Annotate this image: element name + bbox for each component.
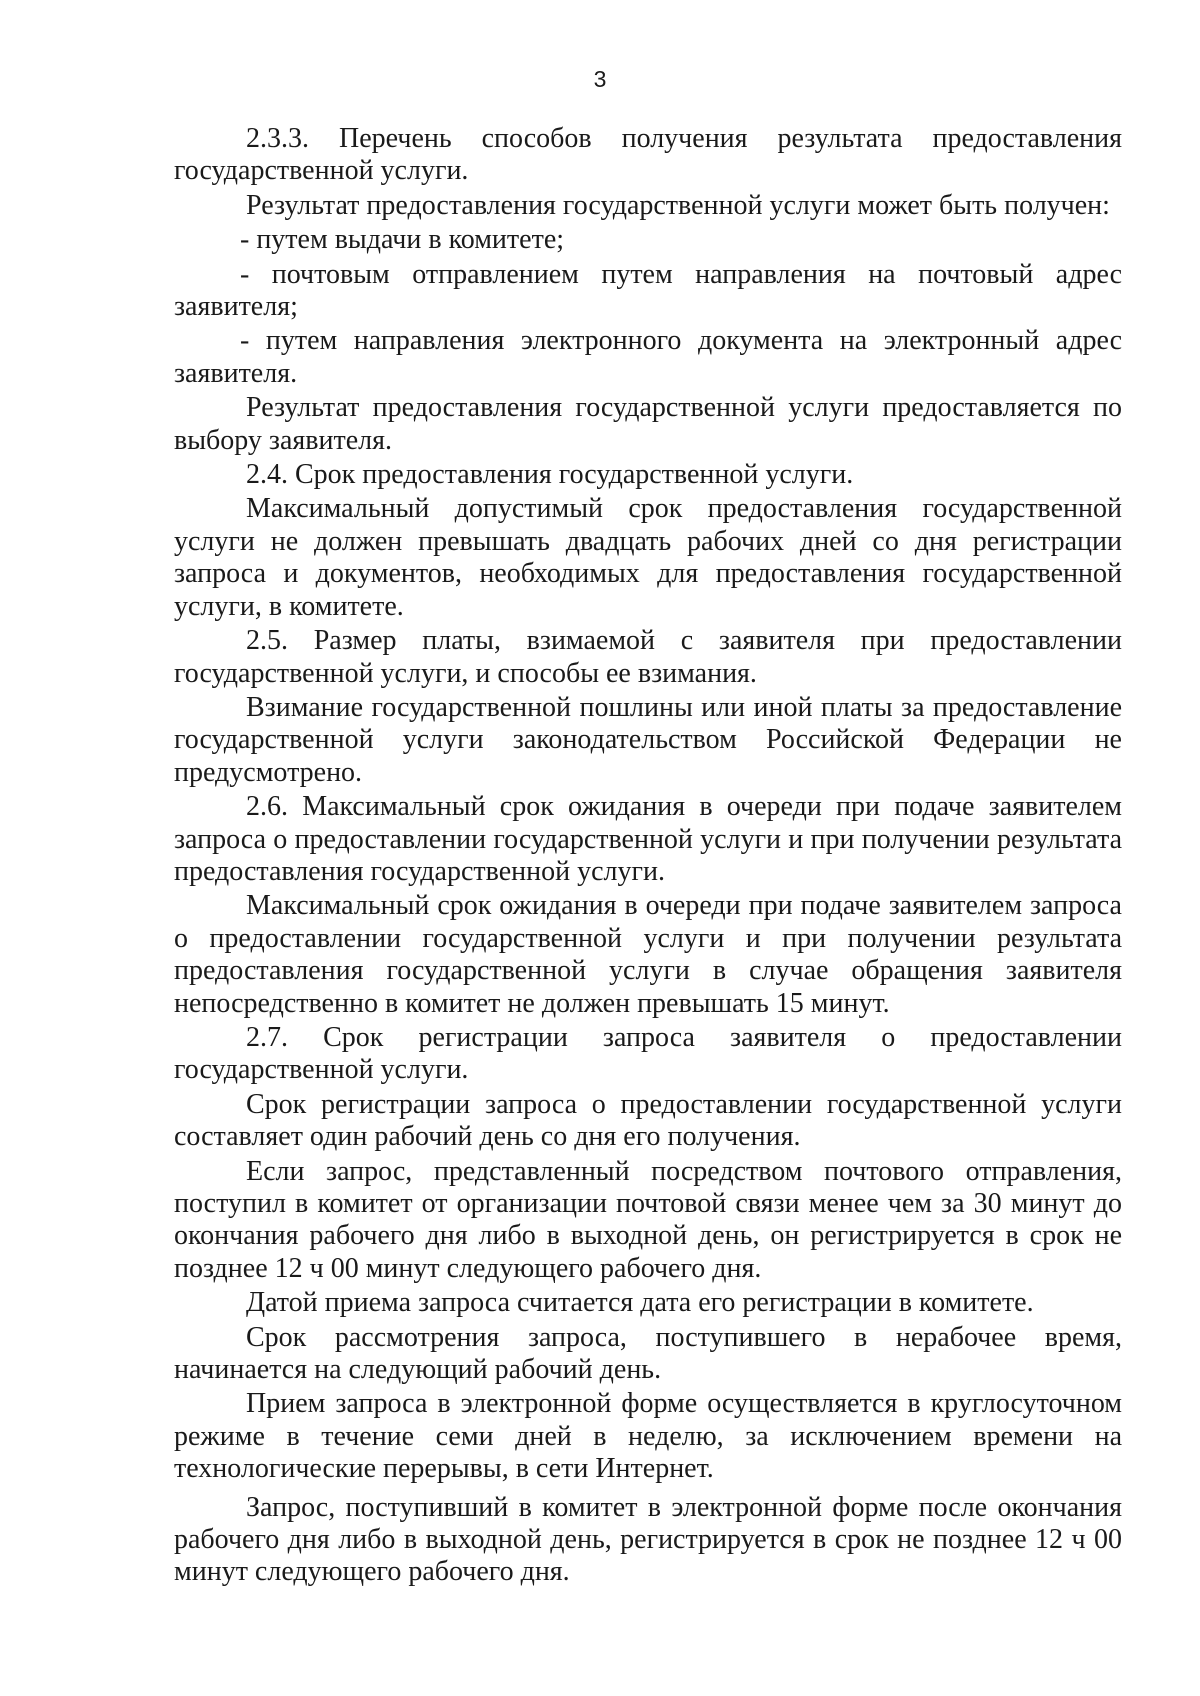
paragraph-2-3-3-heading: 2.3.3. Перечень способов получения результата предоставления государственной услуги. xyxy=(174,123,1122,187)
paragraph-max-term: Максимальный допустимый срок предоставления государственной услуги не должен превышать двадцать рабочих дней со дня регистрации запроса и документов, необходимых для предоставления государственной услуги, в комитете. xyxy=(174,493,1122,622)
paragraph-postal-request: Если запрос, представленный посредством почтового отправления, поступил в комитет от организации почтовой связи менее чем за 30 минут до окончания рабочего дня либо в выходной день, он регистрируется в срок не позднее 12 ч 00 минут следующего рабочего дня. xyxy=(174,1155,1122,1284)
paragraph-2-6-heading: 2.6. Максимальный срок ожидания в очереди при подаче заявителем запроса о предоставлении государственной услуги и при получении результата предоставления государственной услуги. xyxy=(174,791,1122,887)
paragraph-receipt-date: Датой приема запроса считается дата его регистрации в комитете. xyxy=(246,1287,1034,1319)
paragraph-2-5-heading: 2.5. Размер платы, взимаемой с заявителя при предоставлении государственной услуги, и способы ее взимания. xyxy=(174,625,1122,689)
paragraph-registration-term: Срок регистрации запроса о предоставлении государственной услуги составляет один рабочий день со дня его получения. xyxy=(174,1088,1122,1153)
list-item-postal-delivery: - почтовым отправлением путем направления на почтовый адрес заявителя; xyxy=(174,258,1122,323)
paragraph-non-working-time: Срок рассмотрения запроса, поступившего в нерабочее время, начинается на следующий рабочий день. xyxy=(174,1321,1122,1386)
document-body xyxy=(174,123,1122,1589)
list-item-issue-at-committee: - путем выдачи в комитете; xyxy=(240,224,565,256)
paragraph-2-7-heading: 2.7. Срок регистрации запроса заявителя о предоставлении государственной услуги. xyxy=(174,1021,1122,1086)
paragraph-fee-not-provided: Взимание государственной пошлины или иной платы за предоставление государственной услуги законодательством Российской Федерации не предусмотрено. xyxy=(174,691,1122,788)
paragraph-electronic-form: Прием запроса в электронной форме осуществляется в круглосуточном режиме в течение семи дней в неделю, за исключением времени на технологические перерывы, в сети Интернет. xyxy=(174,1388,1122,1485)
paragraph-queue-time: Максимальный срок ожидания в очереди при подаче заявителем запроса о предоставлении государственной услуги и при получении результата предоставления государственной услуги в случае обращения заявителя непосредственно в комитет не должен превышать 15 минут. xyxy=(174,890,1122,1019)
paragraph-result-by-choice: Результат предоставления государственной услуги предоставляется по выбору заявителя. xyxy=(174,392,1122,456)
paragraph-result-ways: Результат предоставления государственной услуги может быть получен: xyxy=(246,189,1110,221)
page-number: 3 xyxy=(593,66,607,92)
list-item-electronic-document: - путем направления электронного документа на электронный адрес заявителя. xyxy=(174,325,1122,389)
paragraph-2-4-heading: 2.4. Срок предоставления государственной услуги. xyxy=(246,459,854,491)
paragraph-electronic-after-hours: Запрос, поступивший в комитет в электронной форме после окончания рабочего дня либо в выходной день, регистрируется в срок не позднее 12 ч 00 минут следующего рабочего дня. xyxy=(174,1491,1122,1588)
